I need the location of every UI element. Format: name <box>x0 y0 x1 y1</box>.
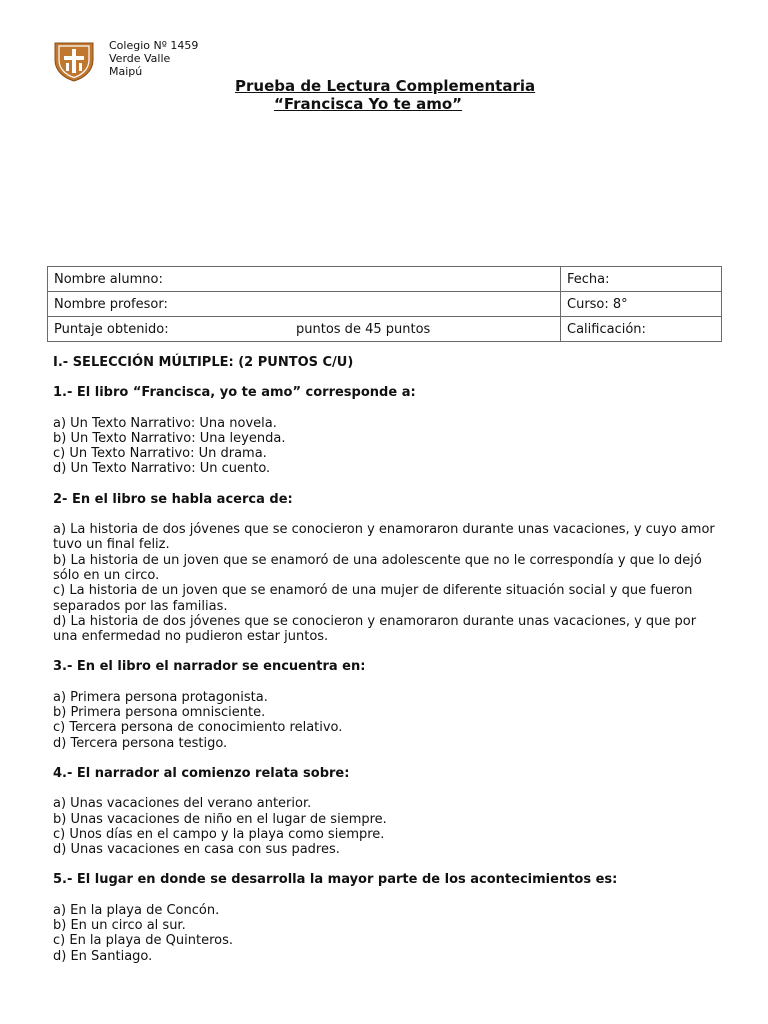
grade-label: Calificación: <box>567 321 646 337</box>
student-info-table <box>47 266 722 342</box>
option-4c[interactable]: c) Unos días en el campo y la playa como siempre. <box>53 826 385 842</box>
school-name-line2: Verde Valle <box>109 52 171 65</box>
school-location: Maipú <box>109 65 143 78</box>
question-1-options <box>53 416 723 477</box>
question-4: 4.- El narrador al comienzo relata sobre: <box>53 765 350 781</box>
option-1d[interactable]: d) Un Texto Narrativo: Un cuento. <box>53 461 271 477</box>
option-2c[interactable]: c) La historia de un joven que se enamoró de una mujer de diferente situación social y que fueron separados por las familias. <box>53 583 693 614</box>
question-2: 2- En el libro se habla acerca de: <box>53 491 293 507</box>
table-row <box>48 292 722 317</box>
option-2b[interactable]: b) La historia de un joven que se enamoró de una adolescente que no le correspondía y que lo dejó sólo en un circo. <box>53 552 702 583</box>
course-cell <box>561 292 722 317</box>
option-3c[interactable]: c) Tercera persona de conocimiento relativo. <box>53 720 343 736</box>
teacher-name-cell[interactable] <box>48 292 561 317</box>
table-row <box>48 267 722 292</box>
option-5d[interactable]: d) En Santiago. <box>53 948 153 964</box>
option-5b[interactable]: b) En un circo al sur. <box>53 918 186 934</box>
question-1: 1.- El libro “Francisca, yo te amo” corresponde a: <box>53 385 416 401</box>
exam-content <box>53 355 723 979</box>
grade-cell[interactable] <box>561 317 722 342</box>
option-3a[interactable]: a) Primera persona protagonista. <box>53 689 268 705</box>
document-subtitle: “Francisca Yo te amo” <box>274 95 463 113</box>
school-name: Colegio Nº 1459 <box>109 39 199 52</box>
option-5c[interactable]: c) En la playa de Quinteros. <box>53 933 233 949</box>
date-label: Fecha: <box>567 271 610 287</box>
question-5: 5.- El lugar en donde se desarrolla la mayor parte de los acontecimientos es: <box>53 872 618 888</box>
option-2a[interactable]: a) La historia de dos jóvenes que se conocieron y enamoraron durante unas vacaciones, y cuyo amor tuvo un final feliz. <box>53 522 715 553</box>
section-title: I.- SELECCIÓN MÚLTIPLE: (2 PUNTOS C/U) <box>53 355 354 370</box>
question-5-options <box>53 903 723 964</box>
option-3d[interactable]: d) Tercera persona testigo. <box>53 735 228 751</box>
option-4a[interactable]: a) Unas vacaciones del verano anterior. <box>53 796 312 812</box>
option-5a[interactable]: a) En la playa de Concón. <box>53 902 220 918</box>
option-1a[interactable]: a) Un Texto Narrativo: Una novela. <box>53 415 277 431</box>
student-name-cell[interactable] <box>48 267 561 292</box>
date-cell[interactable] <box>561 267 722 292</box>
school-crest-logo <box>53 40 95 82</box>
teacher-name-label: Nombre profesor: <box>54 296 168 312</box>
school-info <box>109 39 198 78</box>
score-label: Puntaje obtenido: <box>54 321 169 337</box>
question-2-options <box>53 522 723 644</box>
option-1b[interactable]: b) Un Texto Narrativo: Una leyenda. <box>53 430 286 446</box>
table-row <box>48 317 722 342</box>
option-3b[interactable]: b) Primera persona omnisciente. <box>53 705 266 721</box>
points-text: puntos de 45 puntos <box>296 322 431 337</box>
document-title: Prueba de Lectura Complementaria <box>235 77 536 95</box>
question-3-options <box>53 690 723 751</box>
score-cell[interactable] <box>48 317 561 342</box>
option-1c[interactable]: c) Un Texto Narrativo: Un drama. <box>53 446 267 462</box>
question-3: 3.- En el libro el narrador se encuentra en: <box>53 659 366 675</box>
option-2d[interactable]: d) La historia de dos jóvenes que se conocieron y enamoraron durante unas vacaciones, y que por una enfermedad no pudieron estar juntos. <box>53 613 697 645</box>
question-4-options <box>53 796 723 857</box>
option-4b[interactable]: b) Unas vacaciones de niño en el lugar de siempre. <box>53 811 387 827</box>
option-4d[interactable]: d) Unas vacaciones en casa con sus padres. <box>53 842 340 858</box>
course-label: Curso: 8° <box>567 296 628 312</box>
student-name-label: Nombre alumno: <box>54 271 163 287</box>
